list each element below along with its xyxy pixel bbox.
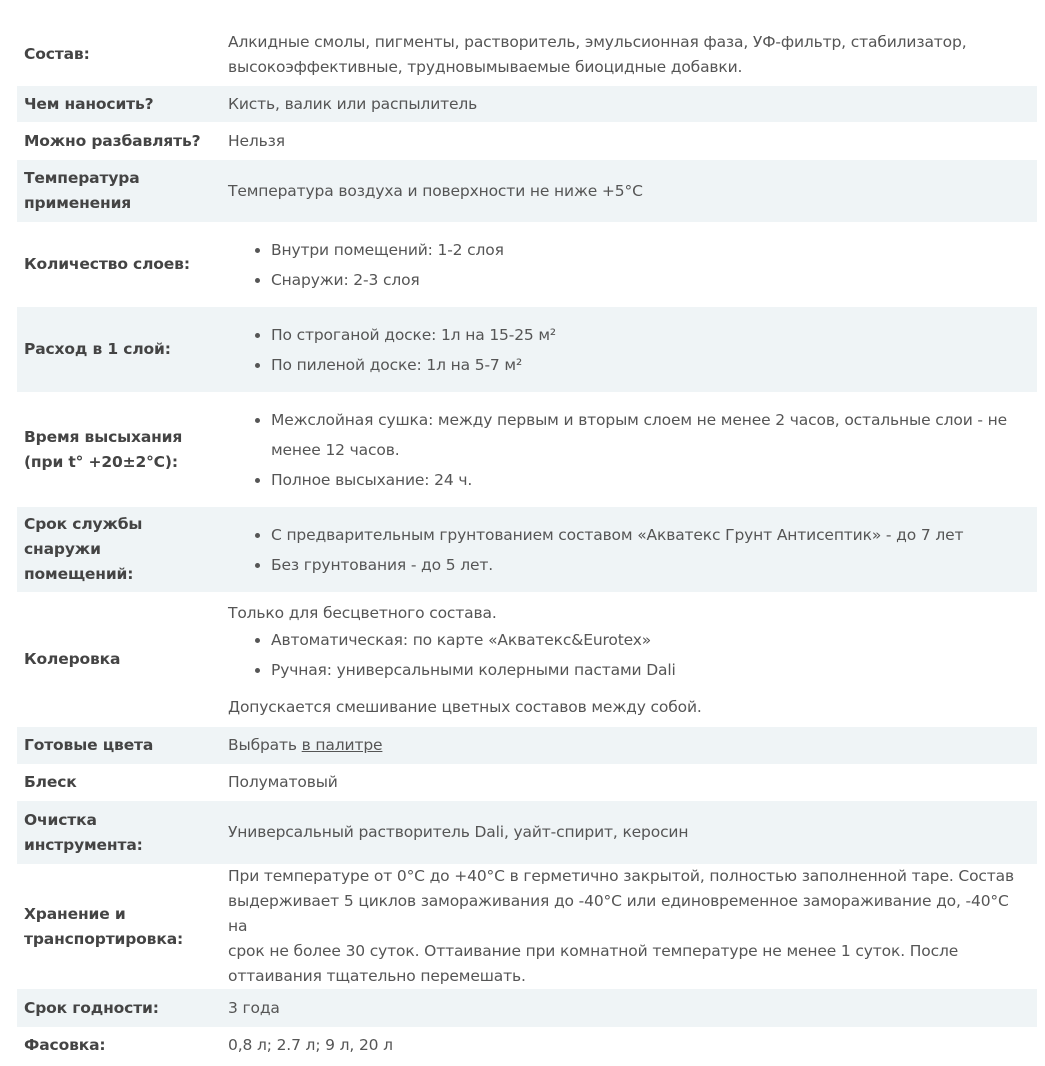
list-item-line: менее 12 часов. [271, 440, 400, 459]
bullet-list [228, 520, 1030, 580]
spec-value [221, 592, 1037, 727]
bullet-list [228, 405, 1030, 495]
spec-row-tinting [17, 592, 1037, 727]
spec-row-packaging [17, 1027, 1037, 1063]
spec-row-shelf-life [17, 989, 1037, 1027]
palette-link[interactable]: в палитре [301, 736, 383, 754]
spec-label: Срок годности: [17, 989, 221, 1027]
list-item: Без грунтования - до 5 лет. [271, 550, 1030, 580]
list-item [271, 405, 1030, 465]
product-spec-table [17, 23, 1037, 1063]
spec-label: Блеск [17, 764, 221, 801]
list-item: Внутри помещений: 1-2 слоя [271, 235, 1030, 265]
spec-value-line: выдерживает 5 циклов замораживания до -40°С или единовременное замораживание до, -40°С на [228, 892, 1009, 935]
spec-row-service-life [17, 507, 1037, 592]
bullet-list [228, 320, 1030, 380]
spec-row-layers [17, 222, 1037, 307]
list-item: Полное высыхание: 24 ч. [271, 465, 1030, 495]
spec-label [17, 864, 221, 989]
spec-value [221, 222, 1037, 307]
spec-value [221, 864, 1037, 989]
spec-label-line: Очистка [24, 810, 97, 829]
spec-label [17, 801, 221, 864]
tinting-note: Только для бесцветного состава. [228, 603, 497, 622]
spec-value-line: Алкидные смолы, пигменты, растворитель, эмульсионная фаза, УФ-фильтр, стабилизатор, [228, 32, 967, 51]
spec-value: Температура воздуха и поверхности не ниже +5°С [221, 160, 1037, 222]
spec-label-line: транспортировка: [24, 929, 184, 948]
spec-value [221, 307, 1037, 392]
spec-label: Количество слоев: [17, 222, 221, 307]
spec-value: Кисть, валик или распылитель [221, 86, 1037, 122]
list-item: Снаружи: 2-3 слоя [271, 265, 1030, 295]
spec-row-ready-colors [17, 727, 1037, 764]
spec-label [17, 392, 221, 507]
spec-row-storage [17, 864, 1037, 989]
tinting-note: Допускается смешивание цветных составов между собой. [228, 697, 702, 716]
spec-value: 3 года [221, 989, 1037, 1027]
spec-value: Универсальный растворитель Dali, уайт-спирит, керосин [221, 801, 1037, 864]
spec-row-dilution [17, 122, 1037, 160]
bullet-list [228, 235, 1030, 295]
spec-value [221, 727, 1037, 764]
spec-row-drying [17, 392, 1037, 507]
spec-value-line: срок не более 30 суток. Оттаивание при комнатной температуре не менее 1 суток. После [228, 942, 959, 960]
spec-row-temperature [17, 160, 1037, 222]
spec-label-line: Хранение и [24, 904, 126, 923]
spec-label: Готовые цвета [17, 727, 221, 764]
spec-value [221, 507, 1037, 592]
spec-value [221, 23, 1037, 86]
spec-value-line: При температуре от 0°С до +40°С в герметично закрытой, полностью заполненной таре. Состав [228, 867, 1015, 885]
spec-row-application [17, 86, 1037, 122]
spec-label-line: помещений: [24, 565, 134, 583]
spec-value-line: оттаивания тщательно перемешать. [228, 967, 526, 985]
spec-label-line: (при t° +20±2°С): [24, 452, 178, 471]
spec-label: Состав: [17, 23, 221, 86]
spec-label-line: инструмента: [24, 835, 143, 854]
list-item: По строганой доске: 1л на 15-25 м² [271, 320, 1030, 350]
spec-label-line: Температура [24, 169, 140, 187]
spec-row-cleaning [17, 801, 1037, 864]
bullet-list [228, 625, 1030, 685]
list-item: Ручная: универсальными колерными пастами Dali [271, 655, 1030, 685]
spec-value: Полуматовый [221, 764, 1037, 801]
spec-value: Нельзя [221, 122, 1037, 160]
spec-label-line: Время высыхания [24, 427, 183, 446]
spec-label: Колеровка [17, 592, 221, 727]
spec-label: Фасовка: [17, 1027, 221, 1063]
spec-label: Чем наносить? [17, 86, 221, 122]
spec-label [17, 507, 221, 592]
spec-row-composition [17, 23, 1037, 86]
list-item: Автоматическая: по карте «Акватекс&Eurotex» [271, 625, 1030, 655]
spec-label [17, 160, 221, 222]
spec-value: 0,8 л; 2.7 л; 9 л, 20 л [221, 1027, 1037, 1063]
ready-colors-prefix: Выбрать [228, 736, 302, 754]
spec-label-line: применения [24, 194, 132, 212]
spec-row-consumption [17, 307, 1037, 392]
spec-value-line: высокоэффективные, трудновымываемые биоцидные добавки. [228, 57, 743, 76]
spec-value [221, 392, 1037, 507]
list-item: С предварительным грунтованием составом «Акватекс Грунт Антисептик» - до 7 лет [271, 520, 1030, 550]
list-item-line: Межслойная сушка: между первым и вторым слоем не менее 2 часов, остальные слои - не [271, 410, 1008, 429]
spec-label: Расход в 1 слой: [17, 307, 221, 392]
spec-label-line: Срок службы снаружи [24, 515, 143, 558]
list-item: По пиленой доске: 1л на 5-7 м² [271, 350, 1030, 380]
spec-row-gloss [17, 764, 1037, 801]
spec-label: Можно разбавлять? [17, 122, 221, 160]
